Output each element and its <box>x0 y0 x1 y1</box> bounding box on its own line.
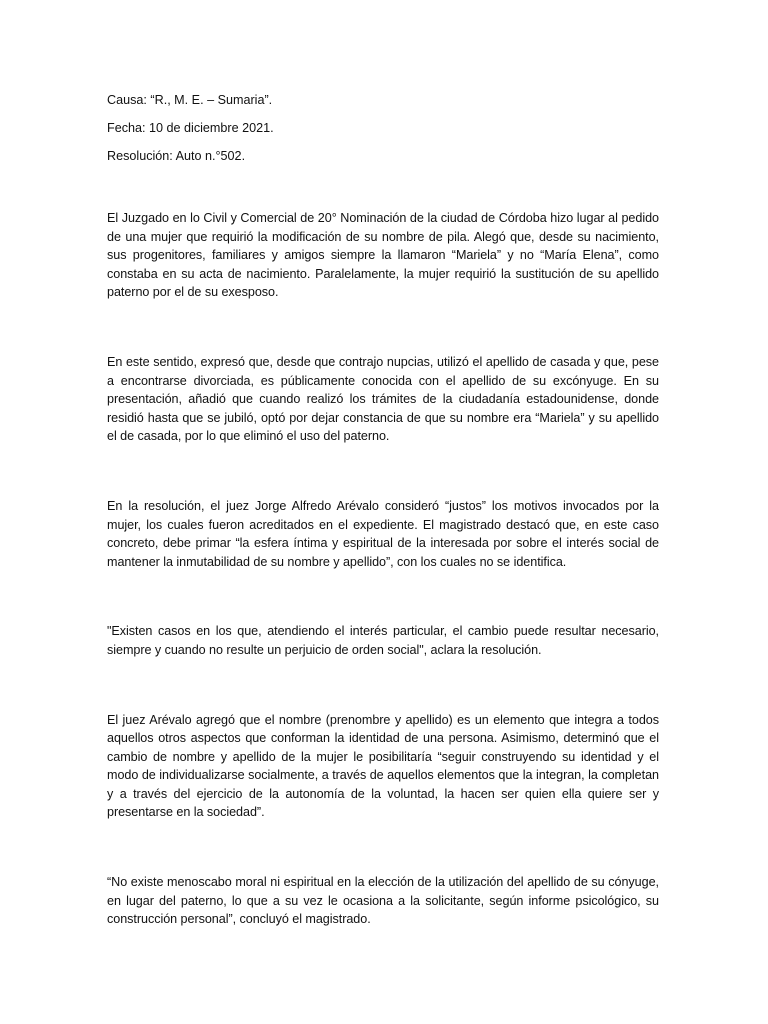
case-metadata <box>107 91 659 165</box>
paragraph-6-quote: “No existe menoscabo moral ni espiritual en la elección de la utilización del apellido de su cónyuge, en lugar del paterno, lo que a su vez le ocasiona a la solicitante, según informe psicológico, su construcción personal”, concluyó el magistrado. <box>107 875 659 927</box>
case-title: Causa: “R., M. E. – Sumaria”. <box>107 93 273 107</box>
paragraph-5: El juez Arévalo agregó que el nombre (prenombre y apellido) es un elemento que integra a todos aquellos otros aspectos que conforman la identidad de una persona. Asimismo, determinó que el cambio de nombre y apellido de la mujer le posibilitaría “seguir construyendo su identidad y el modo de individualizarse socialmente, a través de aquellos elementos que la integran, la completan y a través del ejercicio de la autonomía de la voluntad, la hacen ser quien ella quiere ser y presentarse en la sociedad”. <box>107 712 659 820</box>
case-resolution: Resolución: Auto n.°502. <box>107 149 246 163</box>
paragraph-4-quote: "Existen casos en los que, atendiendo el interés particular, el cambio puede resultar necesario, siempre y cuando no resulte un perjuicio de orden social", aclara la resolución. <box>107 624 659 657</box>
paragraph-3: En la resolución, el juez Jorge Alfredo Arévalo consideró “justos” los motivos invocados por la mujer, los cuales fueron acreditados en el expediente. El magistrado destacó que, en este caso concreto, debe primar “la esfera íntima y espiritual de la interesada por sobre el interés social de mantener la inmutabilidad de su nombre y apellido”, con los cuales no se identifica. <box>107 498 659 569</box>
paragraph-2: En este sentido, expresó que, desde que contrajo nupcias, utilizó el apellido de casada y que, pese a encontrarse divorciada, es públicamente conocida con el apellido de su excónyuge. En su presentación, añadió que cuando realizó los trámites de la ciudadanía estadounidense, donde residió hasta que se jubiló, optó por dejar constancia de que su nombre era “Mariela” y su apellido el de casada, por lo que eliminó el uso del paterno. <box>107 354 659 444</box>
paragraph-1: El Juzgado en lo Civil y Comercial de 20° Nominación de la ciudad de Córdoba hizo lugar al pedido de una mujer que requirió la modificación de su nombre de pila. Alegó que, desde su nacimiento, sus progenitores, familiares y amigos siempre la llamaron “Mariela” y no “María Elena”, como constaba en su acta de nacimiento. Paralelamente, la mujer requirió la sustitución de su apellido paterno por el de su exesposo. <box>107 211 659 300</box>
document-page <box>107 91 659 980</box>
case-date: Fecha: 10 de diciembre 2021. <box>107 121 274 135</box>
